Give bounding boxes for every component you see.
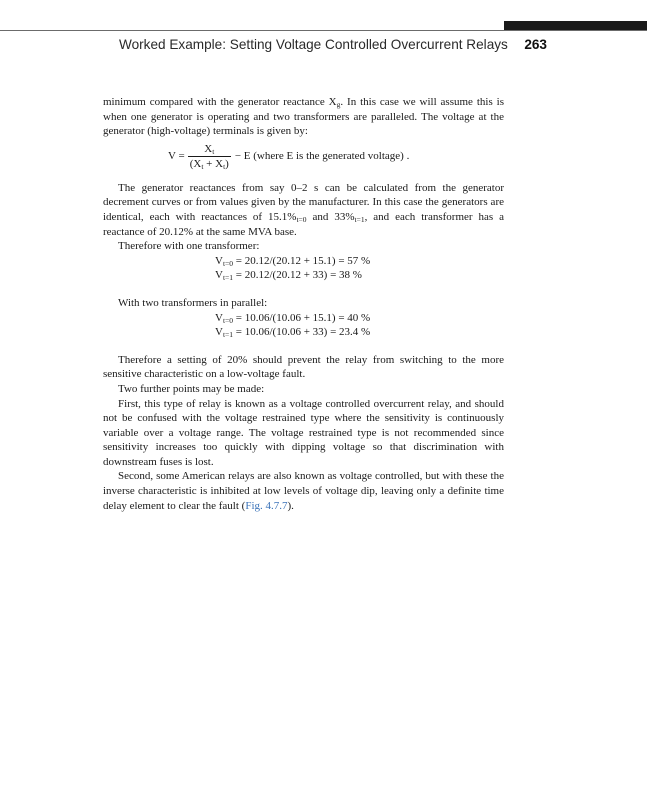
paragraph-first-point: First, this type of relay is known as a voltage controlled overcurrent relay, and should not be confused with the voltage restrained type where the sensitivity is continuously variable over a voltage range. The voltage restrained type is not recommended since sensitivity increases too quickly with dipping voltage so that discrimination with downstream fuses is lost.: [103, 397, 504, 468]
paragraph-second-point: Second, some American relays are also known as voltage controlled, but with these the inverse characteristic is inhibited at low levels of voltage dip, leaving only a definite time delay element to clear the fault (Fig. 4.7.7).: [103, 470, 504, 512]
page-body: [103, 95, 504, 513]
equation-line: $V_{t=1} = 10.06/(10.06 + 33) = 23.4$ %: [215, 326, 371, 340]
formula-fraction: [188, 143, 231, 171]
figure-link[interactable]: Fig. 4.7.7: [245, 499, 288, 512]
equation-block-one: [103, 254, 504, 283]
paragraph-setting: Therefore a setting of 20% should prevent the relay from switching to the more sensitive characteristic on a low-voltage fault.: [103, 353, 504, 381]
paragraph-two-transformers: With two transformers in parallel:: [118, 296, 268, 309]
equation-line: $V_{t=0} = 10.06/(10.06 + 15.1) = 40$ %: [215, 311, 371, 325]
paragraph-intro: minimum compared with the generator reactance $X_g$. In this case we will assume this is when one generator is operating and two transformers are paralleled. The voltage at the generator (high-voltage) terminals is given by:: [103, 96, 504, 138]
equation-line: $V_{t=1} = 20.12/(20.12 + 33) = 38$ %: [215, 269, 362, 283]
equation-line: $V_{t=0} = 20.12/(20.12 + 15.1) = 57$ %: [215, 254, 371, 268]
header-title: Worked Example: Setting Voltage Controlled Overcurrent Relays: [118, 37, 508, 52]
page-number: 263: [524, 37, 547, 52]
paragraph-points: Two further points may be made:: [118, 382, 265, 395]
header-rule: [0, 30, 647, 31]
formula-rhs: − E (where E is the generated voltage) .: [234, 150, 410, 163]
formula-numerator: $X_t$: [204, 142, 215, 156]
formula-denominator: $(X_t + X_t)$: [189, 157, 229, 171]
formula-lhs: V =: [168, 150, 185, 163]
paragraph-one-transformer: Therefore with one transformer:: [118, 240, 260, 253]
voltage-formula: [168, 142, 504, 172]
running-header: [0, 36, 547, 54]
paragraph-reactances: The generator reactances from say 0–2 s can be calculated from the generator decrement curves or from values given by the manufacturer. In this case the generators are identical, each with reactances of $15.1\%_{t=0}$ and $33\%_{t=1}$, and each transformer has a reactance of 20.12% at the same MVA base.: [103, 181, 505, 238]
equation-block-two: [103, 311, 504, 340]
